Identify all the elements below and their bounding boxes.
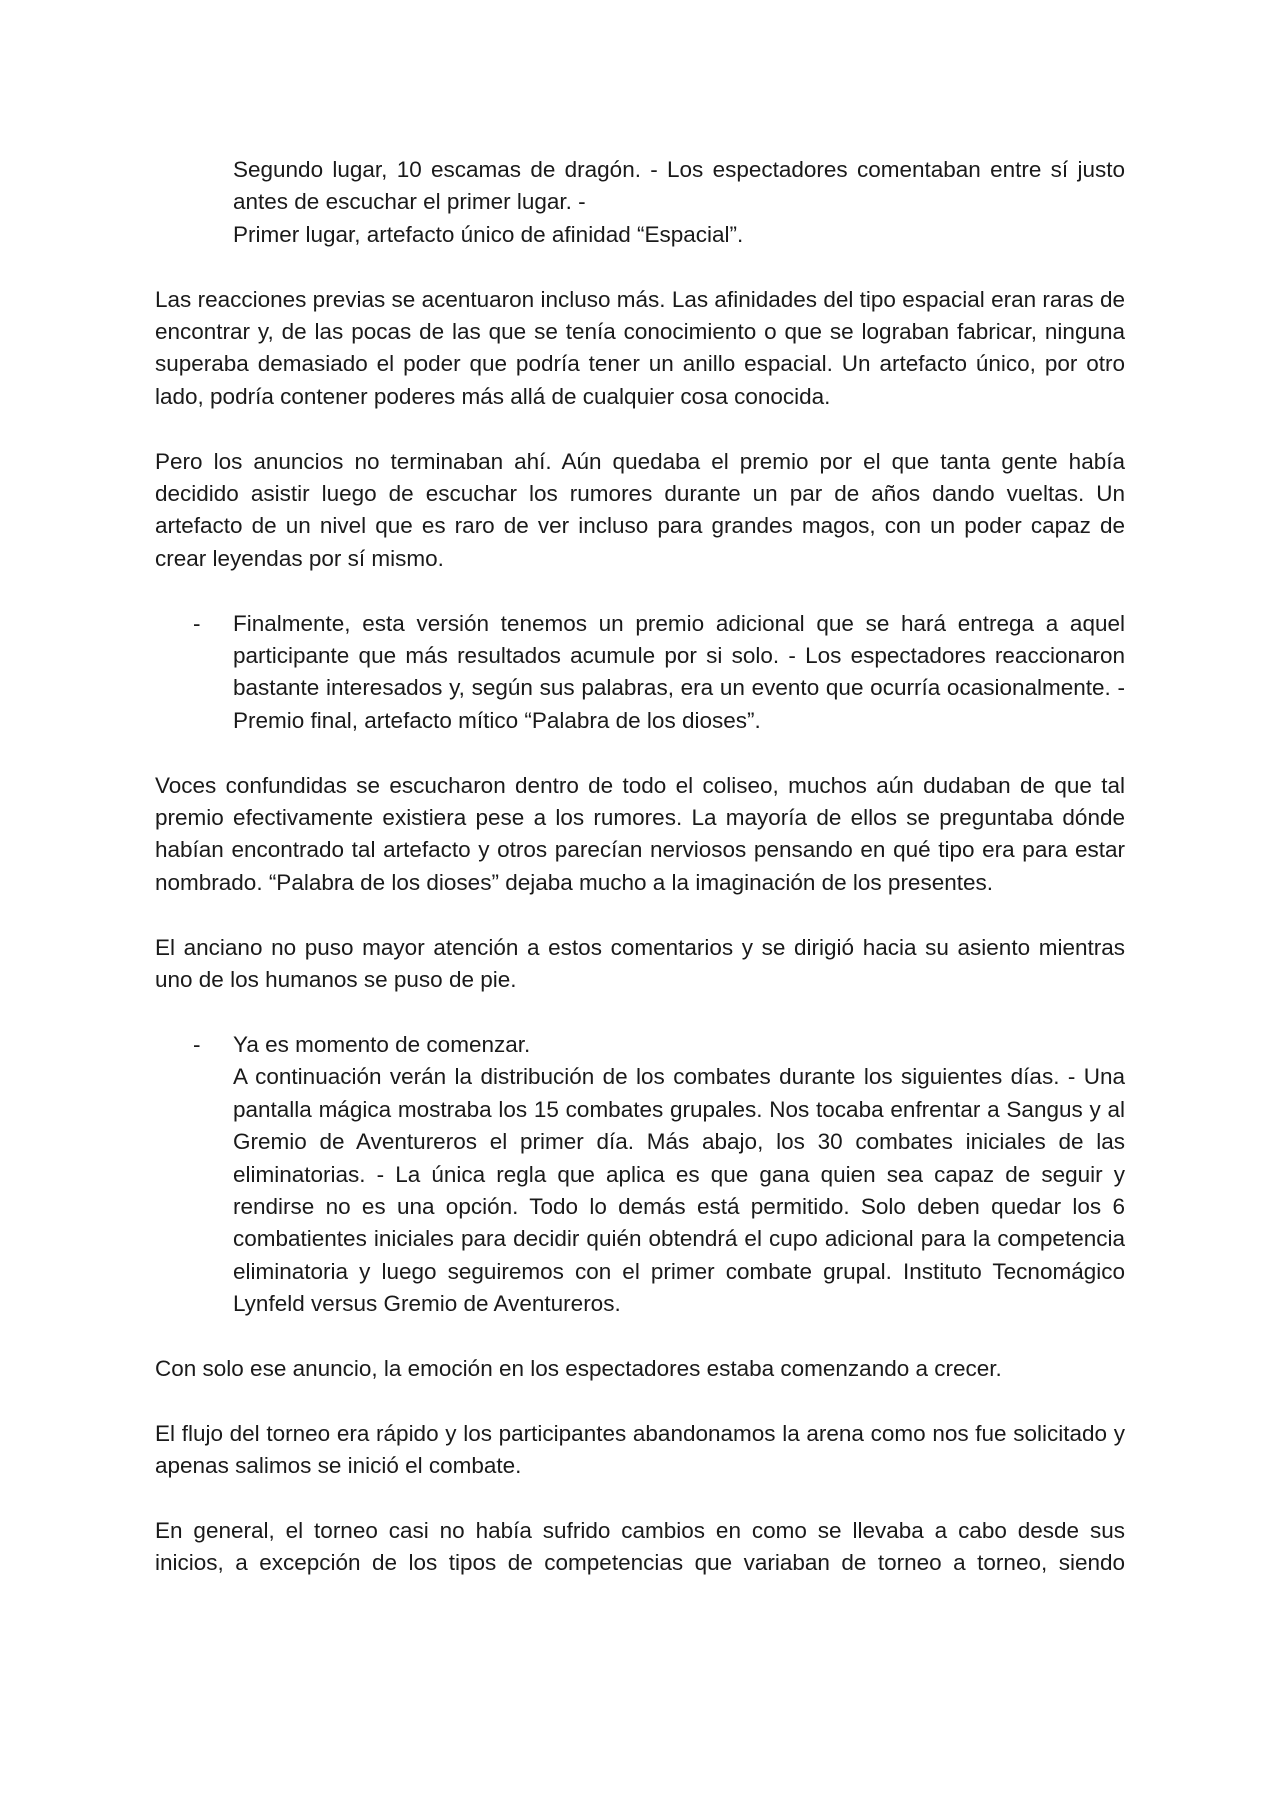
- intro-line-1: Segundo lugar, 10 escamas de dragón. - Los espectadores comentaban entre sí justo antes de escuchar el primer lugar. -: [233, 157, 1125, 215]
- dialogue-dash: -: [193, 610, 201, 636]
- intro-block: [233, 154, 1125, 251]
- dialogue-first-line: Ya es momento de comenzar.: [233, 1031, 531, 1057]
- dialogue-item-2: [193, 1029, 1125, 1321]
- dialogue-text: A continuación verán la distribución de los combates durante los siguientes días. - Una pantalla mágica mostraba los 15 combates grupales. Nos tocaba enfrentar a Sangus y al Gremio de Aventureros el primer día. Más abajo, los 30 combates iniciales de las eliminatorias. - La única regla que aplica es que gana quien sea capaz de seguir y rendirse no es una opción. Todo lo demás está permitido. Solo deben quedar los 6 combatientes iniciales para decidir quién obtendrá el cupo adicional para la competencia eliminatoria y luego seguiremos con el primer combate grupal. Instituto Tecnomágico Lynfeld versus Gremio de Aventureros.: [233, 1064, 1125, 1317]
- document-page: [155, 154, 1125, 1612]
- paragraph-5: Con solo ese anuncio, la emoción en los espectadores estaba comenzando a crecer.: [155, 1355, 1002, 1381]
- paragraph-3: Voces confundidas se escucharon dentro de todo el coliseo, muchos aún dudaban de que tal premio efectivamente existiera pese a los rumores. La mayoría de ellos se preguntaba dónde habían encontrado tal artefacto y otros parecían nerviosos pensando en qué tipo era para estar nombrado. “Palabra de los dioses” dejaba mucho a la imaginación de los presentes.: [155, 772, 1125, 895]
- paragraph-2: Pero los anuncios no terminaban ahí. Aún quedaba el premio por el que tanta gente había decidido asistir luego de escuchar los rumores durante un par de años dando vueltas. Un artefacto de un nivel que es raro de ver incluso para grandes magos, con un poder capaz de crear leyendas por sí mismo.: [155, 448, 1125, 571]
- intro-line-2: Primer lugar, artefacto único de afinidad “Espacial”.: [233, 221, 744, 247]
- paragraph-1: Las reacciones previas se acentuaron incluso más. Las afinidades del tipo espacial eran raras de encontrar y, de las pocas de las que se tenía conocimiento o que se lograban fabricar, ninguna superaba demasiado el poder que podría tener un anillo espacial. Un artefacto único, por otro lado, podría contener poderes más allá de cualquier cosa conocida.: [155, 286, 1125, 409]
- paragraph-4: El anciano no puso mayor atención a estos comentarios y se dirigió hacia su asiento mientras uno de los humanos se puso de pie.: [155, 934, 1125, 993]
- dialogue-text: Finalmente, esta versión tenemos un premio adicional que se hará entrega a aquel participante que más resultados acumule por si solo. - Los espectadores reaccionaron bastante interesados y, según sus palabras, era un evento que ocurría ocasionalmente. - Premio final, artefacto mítico “Palabra de los dioses”.: [233, 610, 1125, 733]
- dialogue-item-1: [193, 608, 1125, 738]
- paragraph-7: En general, el torneo casi no había sufrido cambios en como se llevaba a cabo desde sus inicios, a excepción de los tipos de competencias que variaban de torneo a torneo, siendo: [155, 1517, 1125, 1576]
- paragraph-6: El flujo del torneo era rápido y los participantes abandonamos la arena como nos fue solicitado y apenas salimos se inició el combate.: [155, 1420, 1125, 1479]
- dialogue-dash: -: [193, 1031, 201, 1057]
